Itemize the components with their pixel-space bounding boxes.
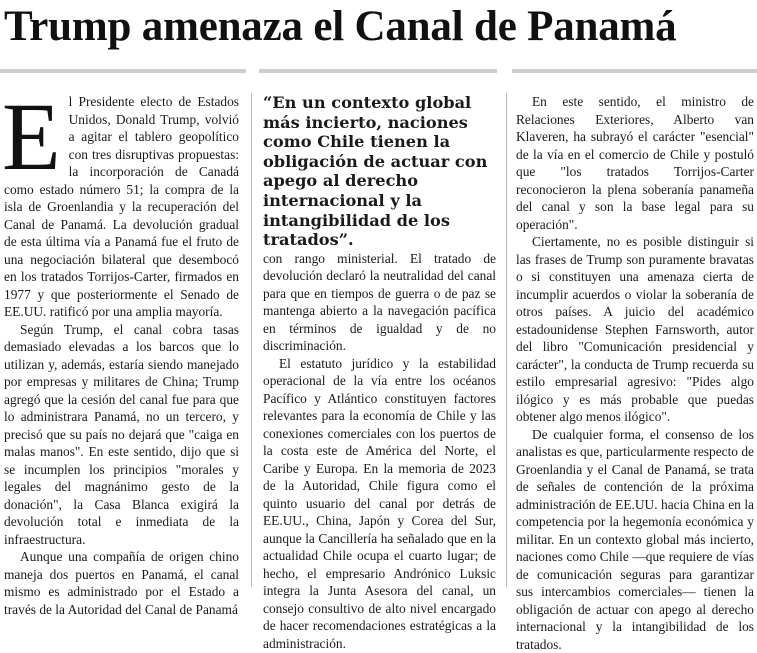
pull-quote: “En un contexto global más incierto, naciones como Chile tienen la obligación de actuar con apego al derecho internacional y la intangibilidad de los tratados”. <box>263 93 496 250</box>
article-column-1 <box>4 93 239 587</box>
article-paragraph: Ciertamente, no es posible distinguir si las frases de Trump son puramente bravatas o si constituyen una amenaza cierta de incumplir acuerdos o violar la soberanía de otros países. A juicio del académico estadounidense Stephen Farnsworth, autor del libro "Comunicación presidencial y carácter", la conducta de Trump recuerda su estilo empresarial agresivo: "Pides algo ilógico y es más probable que puedas obtener algo menos ilógico". <box>516 233 754 426</box>
drop-cap: E <box>2 97 61 177</box>
column-divider <box>251 93 252 587</box>
article-paragraph: Según Trump, el canal cobra tasas demasiado elevadas a los barcos que lo utilizan y, además, estaría siendo manejado por empresas y militares de China; Trump agregó que la cesión del canal fue para que lo administrara Panamá, no un tercero, y precisó que su país no dejará que "caiga en malas manos". En este sentido, dijo que si se incumplen los principios "morales y legales del magnánimo gesto de la donación", la Casa Blanca exigirá la devolución total e inmediata de la infraestructura. <box>4 321 239 549</box>
column-rule <box>259 69 497 73</box>
article-paragraph: De cualquier forma, el consenso de los analistas es que, particularmente respecto de Groenlandia y el Canal de Panamá, se trata de señales de contención de la próxima administración de EE.UU. hacia China en la competencia por la hegemonía económica y militar. En un contexto global más incierto, naciones como Chile —que requiere de vías de comunicación seguras para garantizar sus intercambios comerciales— tienen la obligación de actuar con apego al derecho internacional y la intangibilidad de los tratados. <box>516 426 754 653</box>
article-paragraph: El Presidente electo de Estados Unidos, Donald Trump, volvió a agitar el tablero geopolítico con tres disruptivas propuestas: la incorporación de Canadá como estado número 51; la compra de la isla de Groenlandia y la recuperación del Canal de Panamá. La devolución gradual de esta última vía a Panamá fue el fruto de una negociación bilateral que desembocó en los tratados Torrijos-Carter, firmados en 1977 y que posteriormente el Senado de EE.UU. ratificó por una amplia mayoría. <box>4 93 239 321</box>
article-paragraph: En este sentido, el ministro de Relaciones Exteriores, Alberto van Klaveren, ha subrayó el carácter "esencial" de la vía en el comercio de Chile y postuló que "los tratados Torrijos-Carter reconocieron la plena soberanía panameña del canal y son la base legal para su operación". <box>516 93 754 233</box>
article-column-3 <box>516 93 754 587</box>
article-paragraph: Aunque una compañía de origen chino maneja dos puertos en Panamá, el canal mismo es administrado por el Estado a través de la Autoridad del Canal de Panamá <box>4 548 239 618</box>
column-divider <box>506 93 507 587</box>
headline: Trump amenaza el Canal de Panamá <box>4 2 754 52</box>
article-paragraph: con rango ministerial. El tratado de devolución declaró la neutralidad del canal para que en tiempos de guerra o de paz se mantenga abierto a la navegación pacífica en términos de igualdad y de no discriminación. <box>263 250 496 355</box>
column-rule <box>512 69 757 73</box>
article-column-2 <box>263 93 496 587</box>
article-paragraph: El estatuto jurídico y la estabilidad operacional de la vía entre los océanos Pacífico y Atlántico constituyen factores relevantes para la economía de Chile y las conexiones comerciales con los puertos de la costa este de América del Norte, el Caribe y Europa. En la memoria de 2023 de la Autoridad, Chile figura como el quinto usuario del canal por detrás de EE.UU., China, Japón y Corea del Sur, aunque la Cancillería ha señalado que en la actualidad Chile ocupa el cuarto lugar; de hecho, el empresario Andrónico Luksic integra la Junta Asesora del canal, un consejo consultivo de alto nivel encargado de hacer recomendaciones estratégicas a la administración. <box>263 355 496 653</box>
column-rule <box>0 69 246 73</box>
